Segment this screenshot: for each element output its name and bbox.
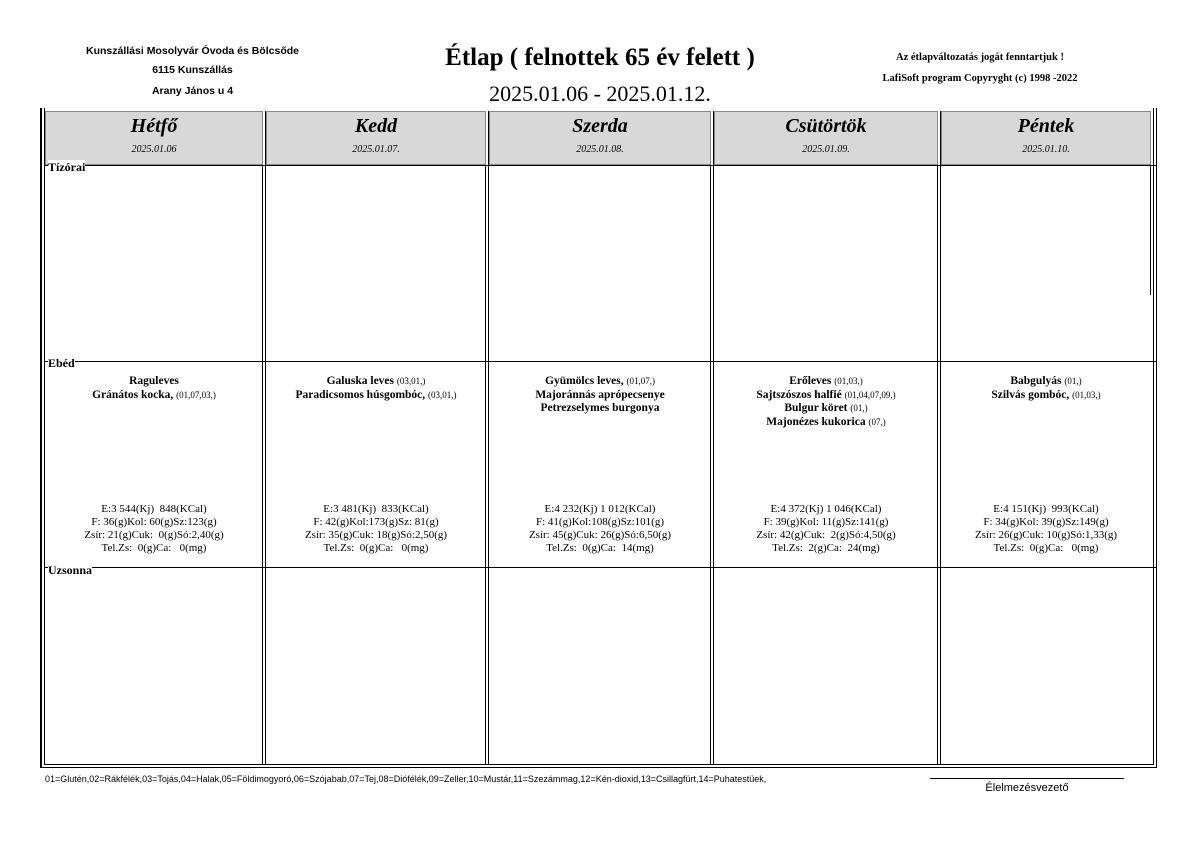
nutrition-csutortok: E:4 372(Kj) 1 046(KCal) F: 39(g)Kol: 11(g)Sz:141(g) Zsír: 42(g)Cuk: 2(g)Só:4,50(g) Tel.Zs: 2(g)Ca: 24(mg) <box>756 503 896 554</box>
nutrition-kedd: E:3 481(Kj) 833(KCal) F: 42(g)Kol:173(g)Sz: 81(g) Zsír: 35(g)Cuk: 18(g)Só:2,50(g) Tel.Zs: 0(g)Ca: 0(mg) <box>304 503 448 554</box>
dish <box>45 389 263 403</box>
dish-name: Galuska leves <box>326 375 395 387</box>
day-name: Szerda <box>572 115 628 137</box>
dish <box>266 389 486 403</box>
dish-name: Paradicsomos húsgombóc, <box>295 388 426 401</box>
dish-allergens: (01,04,07,09,) <box>844 389 896 400</box>
menu-table-inner-frame <box>44 108 1154 765</box>
column-divider <box>262 111 266 765</box>
lunch-menu-szerda <box>489 375 711 416</box>
dish-allergens: (01,07,) <box>626 376 655 386</box>
row-divider <box>44 165 1156 166</box>
day-name: Kedd <box>354 115 398 137</box>
row-divider <box>44 361 1156 362</box>
dish-name: Raguleves <box>129 375 179 387</box>
dish <box>489 402 711 416</box>
day-header-pentek <box>941 111 1151 165</box>
dish <box>714 402 938 416</box>
day-header-kedd <box>266 111 486 165</box>
day-name: Csütörtök <box>785 115 867 137</box>
day-name: Péntek <box>1017 115 1075 137</box>
lunch-menu-pentek <box>941 375 1151 402</box>
dish <box>714 416 938 430</box>
nutrition-szerda: E:4 232(Kj) 1 012(KCal) F: 41(g)Kol:108(g)Sz:101(g) Zsír: 45(g)Cuk: 26(g)Só:6,50(g) Tel.Zs: 0(g)Ca: 14(mg) <box>528 503 672 554</box>
dish <box>941 389 1151 403</box>
dish <box>714 389 938 403</box>
dish-allergens: (03,01,) <box>396 376 426 386</box>
meal-label-ebed: Ebéd <box>48 356 75 370</box>
copyright-text: LafiSoft program Copyryght (c) 1998 -2022 <box>882 73 1078 84</box>
institution-name: Kunszállási Mosolyvár Óvoda és Bölcsőde <box>86 45 299 57</box>
dish-allergens: (01,03,) <box>834 376 863 386</box>
dish <box>45 375 263 389</box>
dish-name: Babgulyás <box>1010 375 1062 387</box>
dish-name: Szilvás gombóc, <box>991 388 1070 401</box>
column-divider <box>1150 165 1151 295</box>
day-header-csutortok <box>714 111 938 165</box>
dish <box>489 389 711 403</box>
day-date: 2025.01.09. <box>802 144 850 155</box>
allergen-legend: 01=Glutén,02=Rákfélék,03=Tojás,04=Halak,05=Földimogyoró,06=Szójabab,07=Tej,08=Diófélék,09=Zeller,10=Mustár,11=Szezámmag,12=Kén-dioxid,13=Csillagfürt,14=Puhatestüek, <box>45 774 767 784</box>
day-date: 2025.01.06 <box>131 144 177 155</box>
day-name: Hétfő <box>130 115 178 137</box>
dish-allergens: (01,) <box>850 403 868 413</box>
dish <box>714 375 938 389</box>
column-divider <box>710 111 714 765</box>
day-date: 2025.01.10. <box>1022 144 1070 155</box>
dish-name: Petrezselymes burgonya <box>540 402 660 414</box>
meal-label-tizorai: Tízórai <box>48 160 86 174</box>
date-range: 2025.01.06 - 2025.01.12. <box>489 81 711 106</box>
dish-allergens: (01,) <box>1064 376 1082 386</box>
meal-label-uzsonna: Uzsonna <box>48 563 93 577</box>
dish <box>266 375 486 389</box>
column-divider <box>937 111 941 765</box>
dish-name: Majonézes kukorica <box>766 415 866 428</box>
page-title: Étlap ( felnottek 65 év felett ) <box>445 44 755 71</box>
dish-name: Majoránnás aprópecsenye <box>535 388 665 401</box>
dish-name: Sajtszószos halfié <box>756 388 842 401</box>
dish-name: Gránátos kocka, <box>92 388 174 401</box>
day-date: 2025.01.08. <box>576 144 624 155</box>
dish-name: Erőleves <box>789 375 832 387</box>
day-date: 2025.01.07. <box>352 144 400 155</box>
lunch-menu-hetfo <box>45 375 263 402</box>
dish-allergens: (01,07,03,) <box>176 389 216 400</box>
lunch-menu-csutortok <box>714 375 938 429</box>
institution-street: Arany János u 4 <box>151 85 234 97</box>
institution-city: 6115 Kunszállás <box>152 64 233 76</box>
dish-name: Gyümölcs leves, <box>545 375 624 387</box>
nutrition-hetfo: E:3 544(Kj) 848(KCal) F: 36(g)Kol: 60(g)Sz:123(g) Zsír: 21(g)Cuk: 0(g)Só:2,40(g) Tel.Zs: 0(g)Ca: 0(mg) <box>84 503 224 554</box>
dish-name: Bulgur köret <box>784 402 848 414</box>
dish <box>489 375 711 389</box>
dish-allergens: (07,) <box>868 416 886 427</box>
day-header-szerda <box>489 111 711 165</box>
dish-allergens: (03,01,) <box>428 389 457 400</box>
day-header-hetfo <box>45 111 263 165</box>
row-divider <box>44 567 1156 568</box>
column-divider <box>485 111 489 765</box>
dish-allergens: (01,03,) <box>1072 389 1101 400</box>
notice-text: Az étlapváltozatás jogát fenntartjuk ! <box>896 52 1064 63</box>
signature-label: Élelmezésvezető <box>985 782 1069 794</box>
lunch-menu-kedd <box>266 375 486 402</box>
dish <box>941 375 1151 389</box>
signature-line <box>930 778 1124 779</box>
nutrition-pentek: E:4 151(Kj) 993(KCal) F: 34(g)Kol: 39(g)Sz:149(g) Zsír: 26(g)Cuk: 10(g)Só:1,33(g) Tel.Zs: 0(g)Ca: 0(mg) <box>974 503 1118 554</box>
